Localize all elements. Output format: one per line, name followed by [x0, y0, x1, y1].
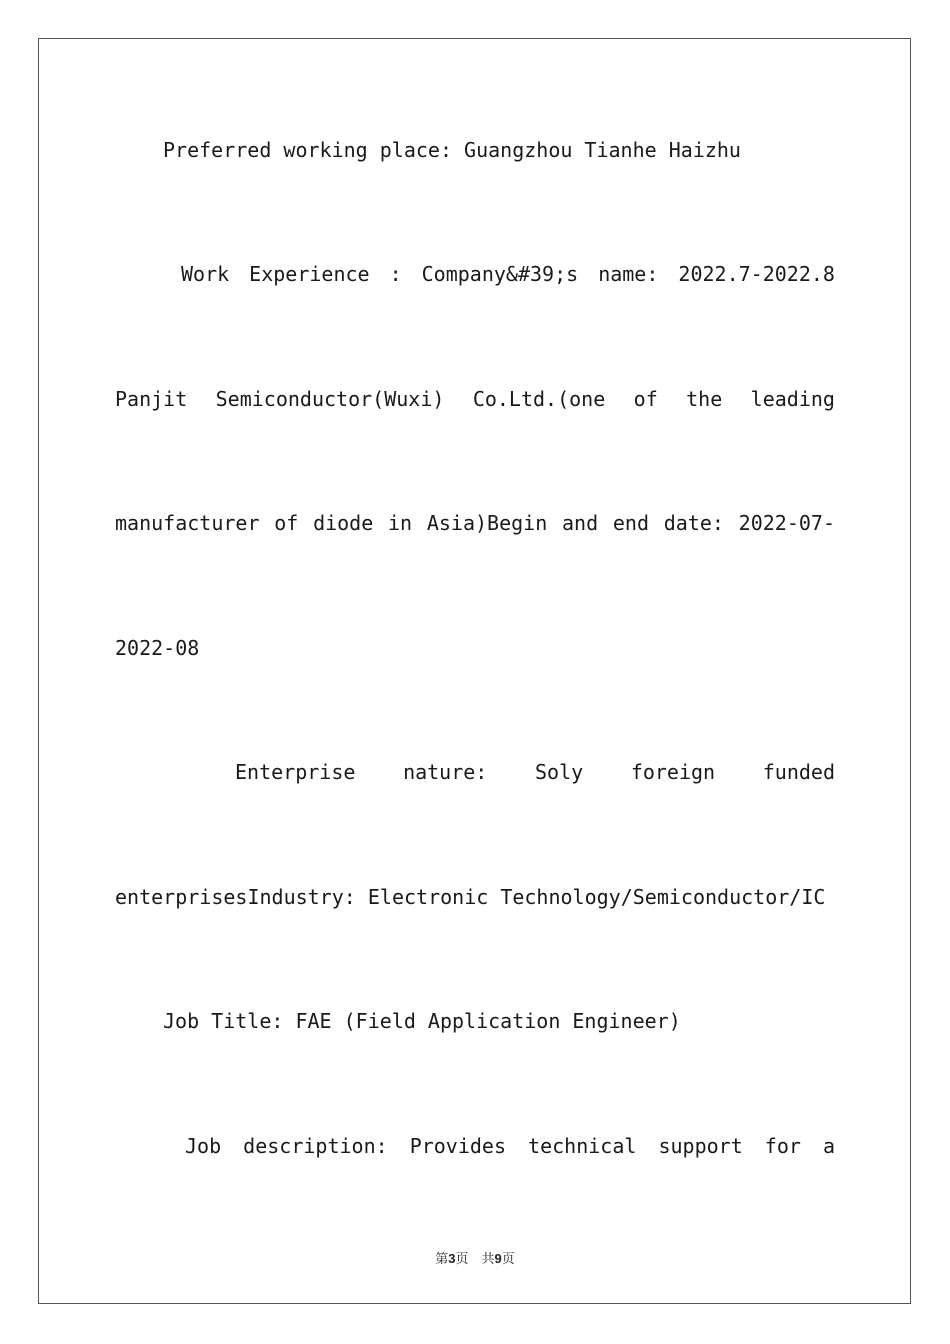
preferred-place-line: Preferred working place: Guangzhou Tianhe Haizhu [163, 138, 741, 162]
word: Work [181, 262, 230, 286]
footer-suffix: 页 [501, 1252, 515, 1267]
word: of [633, 387, 658, 411]
word: the [686, 387, 723, 411]
word: Experience [249, 262, 370, 286]
work-experience-line [181, 261, 835, 287]
footer-mid: 页 共 [455, 1252, 495, 1267]
word: description: [243, 1134, 388, 1158]
word: Soly [535, 760, 584, 784]
word: date: [663, 511, 724, 535]
page-border [38, 38, 911, 1304]
word: a [822, 1134, 835, 1158]
word: nature: [403, 760, 488, 784]
word: for [764, 1134, 801, 1158]
company-line [115, 386, 835, 412]
word: and [562, 511, 599, 535]
word: Company&#39;s [421, 262, 579, 286]
word: leading [750, 387, 835, 411]
job-title-line: Job Title: FAE (Field Application Engineer) [163, 1009, 681, 1033]
word: Semiconductor(Wuxi) [215, 387, 445, 411]
word: Provides [409, 1134, 507, 1158]
word: support [658, 1134, 743, 1158]
word: Co.Ltd.(one [472, 387, 606, 411]
industry-line: enterprisesIndustry: Electronic Technology/Semiconductor/IC [115, 885, 826, 909]
word: foreign [630, 760, 716, 784]
footer-prefix: 第 [435, 1252, 449, 1267]
word: : [389, 262, 402, 286]
word: Panjit [115, 387, 188, 411]
word: end [612, 511, 649, 535]
total-page-count: 9 [494, 1251, 502, 1266]
word: of [274, 511, 299, 535]
word: manufacturer [115, 511, 260, 535]
job-description-line [185, 1133, 835, 1159]
manufacturer-line [115, 510, 835, 536]
word: diode [313, 511, 374, 535]
word: name: [598, 262, 659, 286]
word: Enterprise [235, 760, 356, 784]
end-date-line: 2022-08 [115, 636, 200, 660]
word: technical [528, 1134, 637, 1158]
word: in [388, 511, 413, 535]
page-number-footer [0, 1248, 950, 1267]
enterprise-nature-line [235, 759, 835, 785]
word: 2022-07- [738, 511, 835, 535]
word: funded [762, 760, 835, 784]
word: Job [185, 1134, 222, 1158]
word: 2022.7-2022.8 [678, 262, 835, 286]
word: Asia)Begin [426, 511, 548, 535]
current-page-number: 3 [448, 1251, 456, 1266]
